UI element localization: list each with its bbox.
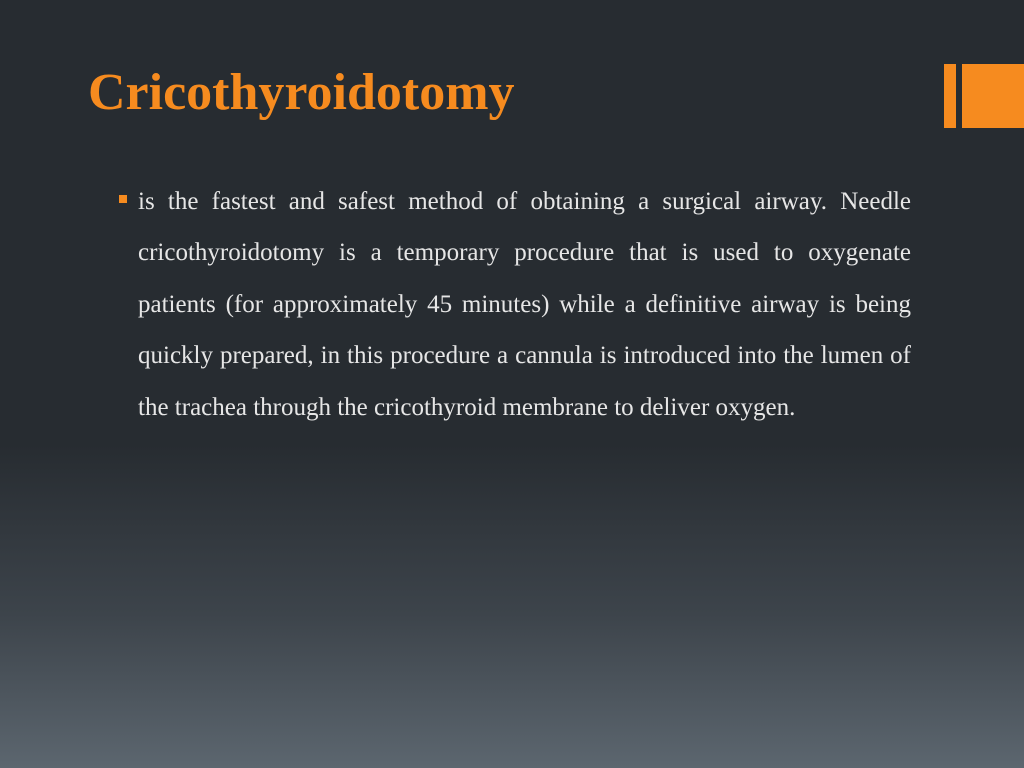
title-accent-bar-thick	[962, 64, 1024, 128]
title-accent-bar-thin	[944, 64, 956, 128]
slide-title: Cricothyroidotomy	[88, 64, 515, 121]
bullet-text: is the fastest and safest method of obtaining a surgical airway. Needle cricothyroidotomy is a temporary procedure that is used to oxygenate patients (for approximately 45 minutes) while a definitive airway is being quickly prepared, in this procedure a cannula is introduced into the lumen of the trachea through the cricothyroid membrane to deliver oxygen.	[138, 188, 911, 421]
bullet-square-icon	[119, 195, 127, 203]
